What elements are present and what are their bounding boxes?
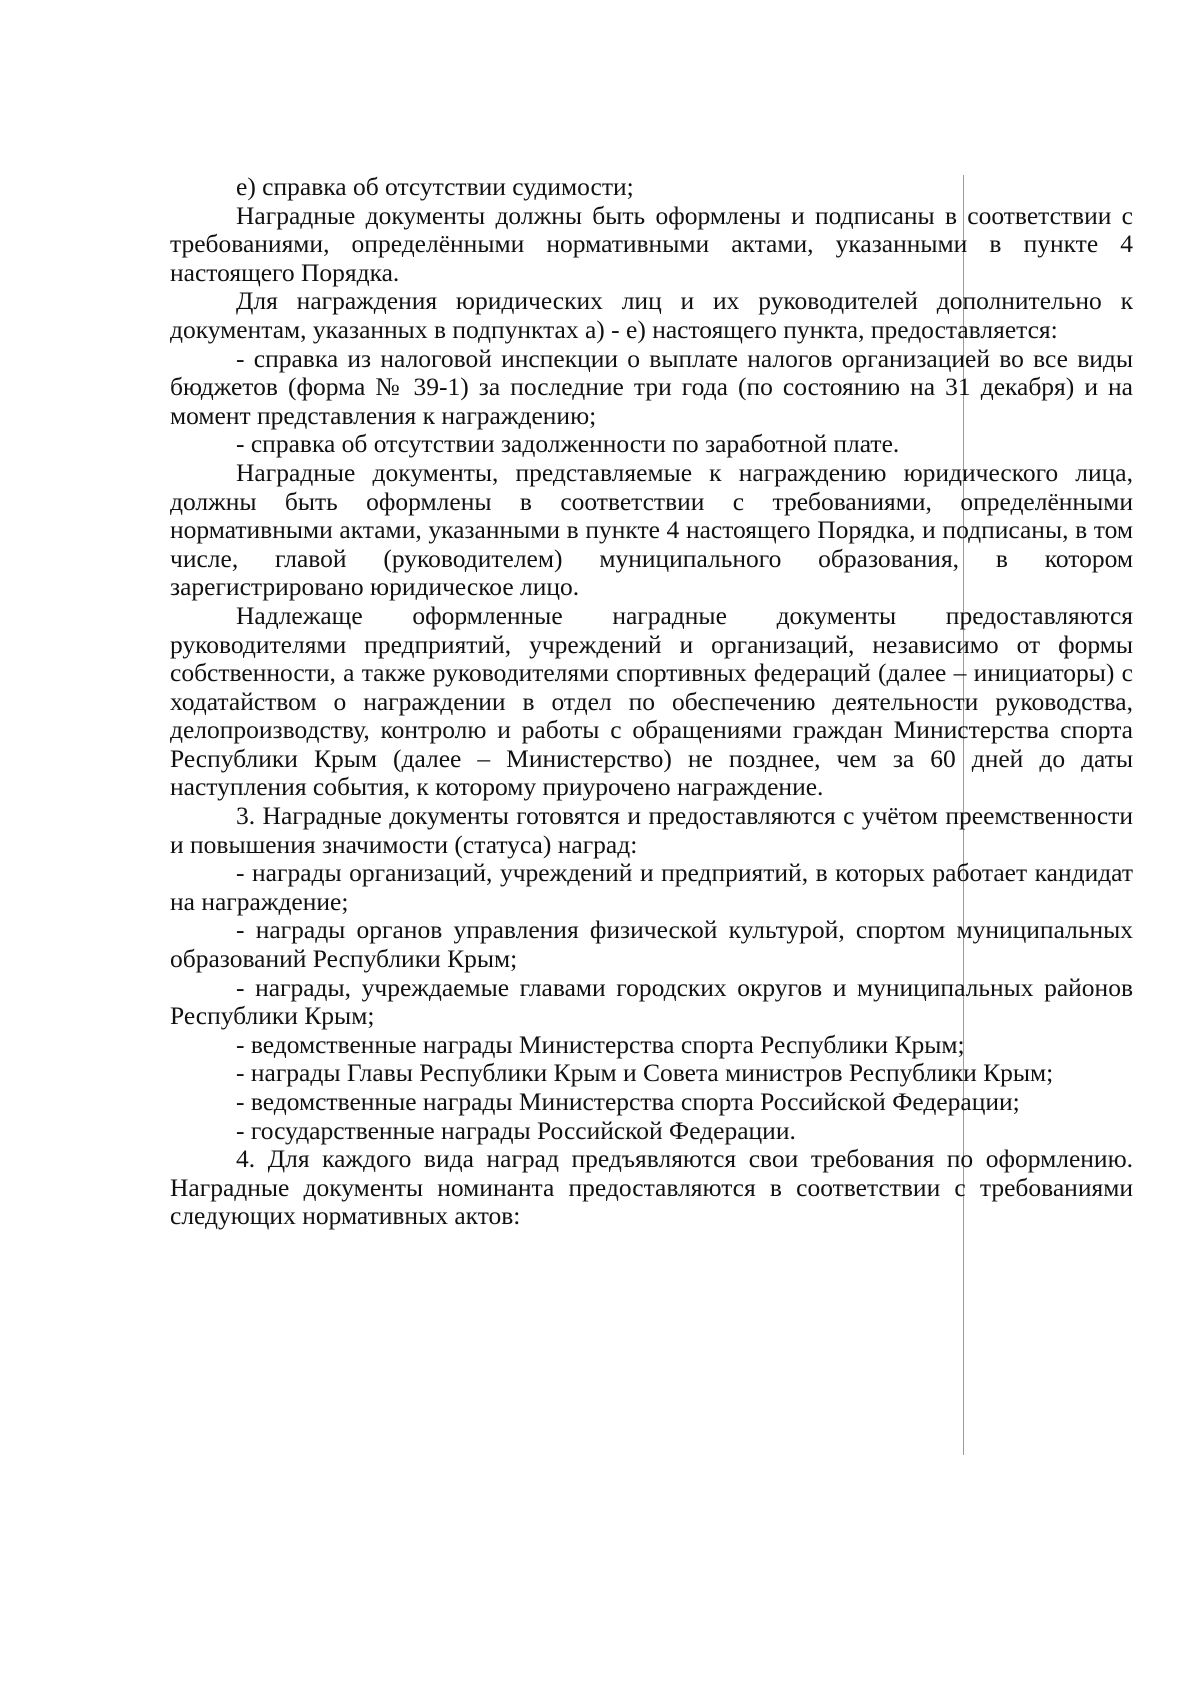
paragraph-section-4: 4. Для каждого вида наград предъявляются свои требования по оформлению. Наградные документы номинанта предоставляются в соответствии с требованиями следующих нормативных актов: [170,1144,1133,1231]
paragraph-item-e: е) справка об отсутствии судимости; [236,172,634,201]
list-item-organization-awards: - награды организаций, учреждений и предприятий, в которых работает кандидат на награждение; [170,858,1133,916]
paragraph-salary-debt-certificate: - справка об отсутствии задолженности по заработной плате. [236,429,900,459]
list-item-municipal-sports-awards: - награды органов управления физической культурой, спортом муниципальных образований Республики Крым; [170,915,1133,974]
paragraph-section-3: 3. Наградные документы готовятся и предоставляются с учётом преемственности и повышения значимости (статуса) наград: [170,801,1133,859]
list-item-ministry-crimea-awards: - ведомственные награды Министерства спорта Республики Крым; [236,1029,965,1059]
list-item-ministry-russia-awards: - ведомственные награды Министерства спорта Российской Федерации; [236,1087,1020,1116]
paragraph-tax-certificate: - справка из налоговой инспекции о выплате налогов организацией во все виды бюджетов (форма № 39-1) за последние три года (по состоянию на 31 декабря) и на момент представления к награждению; [170,343,1133,430]
paragraph-submission: Надлежаще оформленные наградные документы предоставляются руководителями предприятий, учреждений и организаций, независимо от формы собственности, а также руководителями спортивных федераций (далее – инициаторы) с ходатайством о награждении в отдел по обеспечению деятельности руководства, делопроизводству, контролю и работы с обращениями граждан Министерства спорта Республики Крым (далее – Министерство) не позднее, чем за 60 дней до даты наступления события, к которому приурочено награждение. [170,600,1133,802]
paragraph-award-docs-signing: Наградные документы должны быть оформлены и подписаны в соответствии с требованиями, определёнными нормативными актами, указанными в пункте 4 настоящего Порядка. [170,200,1133,287]
list-item-district-head-awards: - награды, учреждаемые главами городских округов и муниципальных районов Республики Крым; [170,972,1133,1031]
document-body [170,173,1133,1231]
list-item-head-of-republic-awards: - награды Главы Республики Крым и Совета министров Республики Крым; [236,1058,1054,1088]
paragraph-legal-entities: Для награждения юридических лиц и их руководителей дополнительно к документам, указанных в подпунктах а) - е) настоящего пункта, предоставляется: [170,286,1133,344]
paragraph-legal-entity-docs: Наградные документы, представляемые к награждению юридического лица, должны быть оформлены в соответствии с требованиями, определёнными нормативными актами, указанными в пункте 4 настоящего Порядка, и подписаны, в том числе, главой (руководителем) муниципального образования, в котором зарегистрировано юридическое лицо. [170,457,1133,602]
list-item-state-awards: - государственные награды Российской Федерации. [236,1115,796,1145]
